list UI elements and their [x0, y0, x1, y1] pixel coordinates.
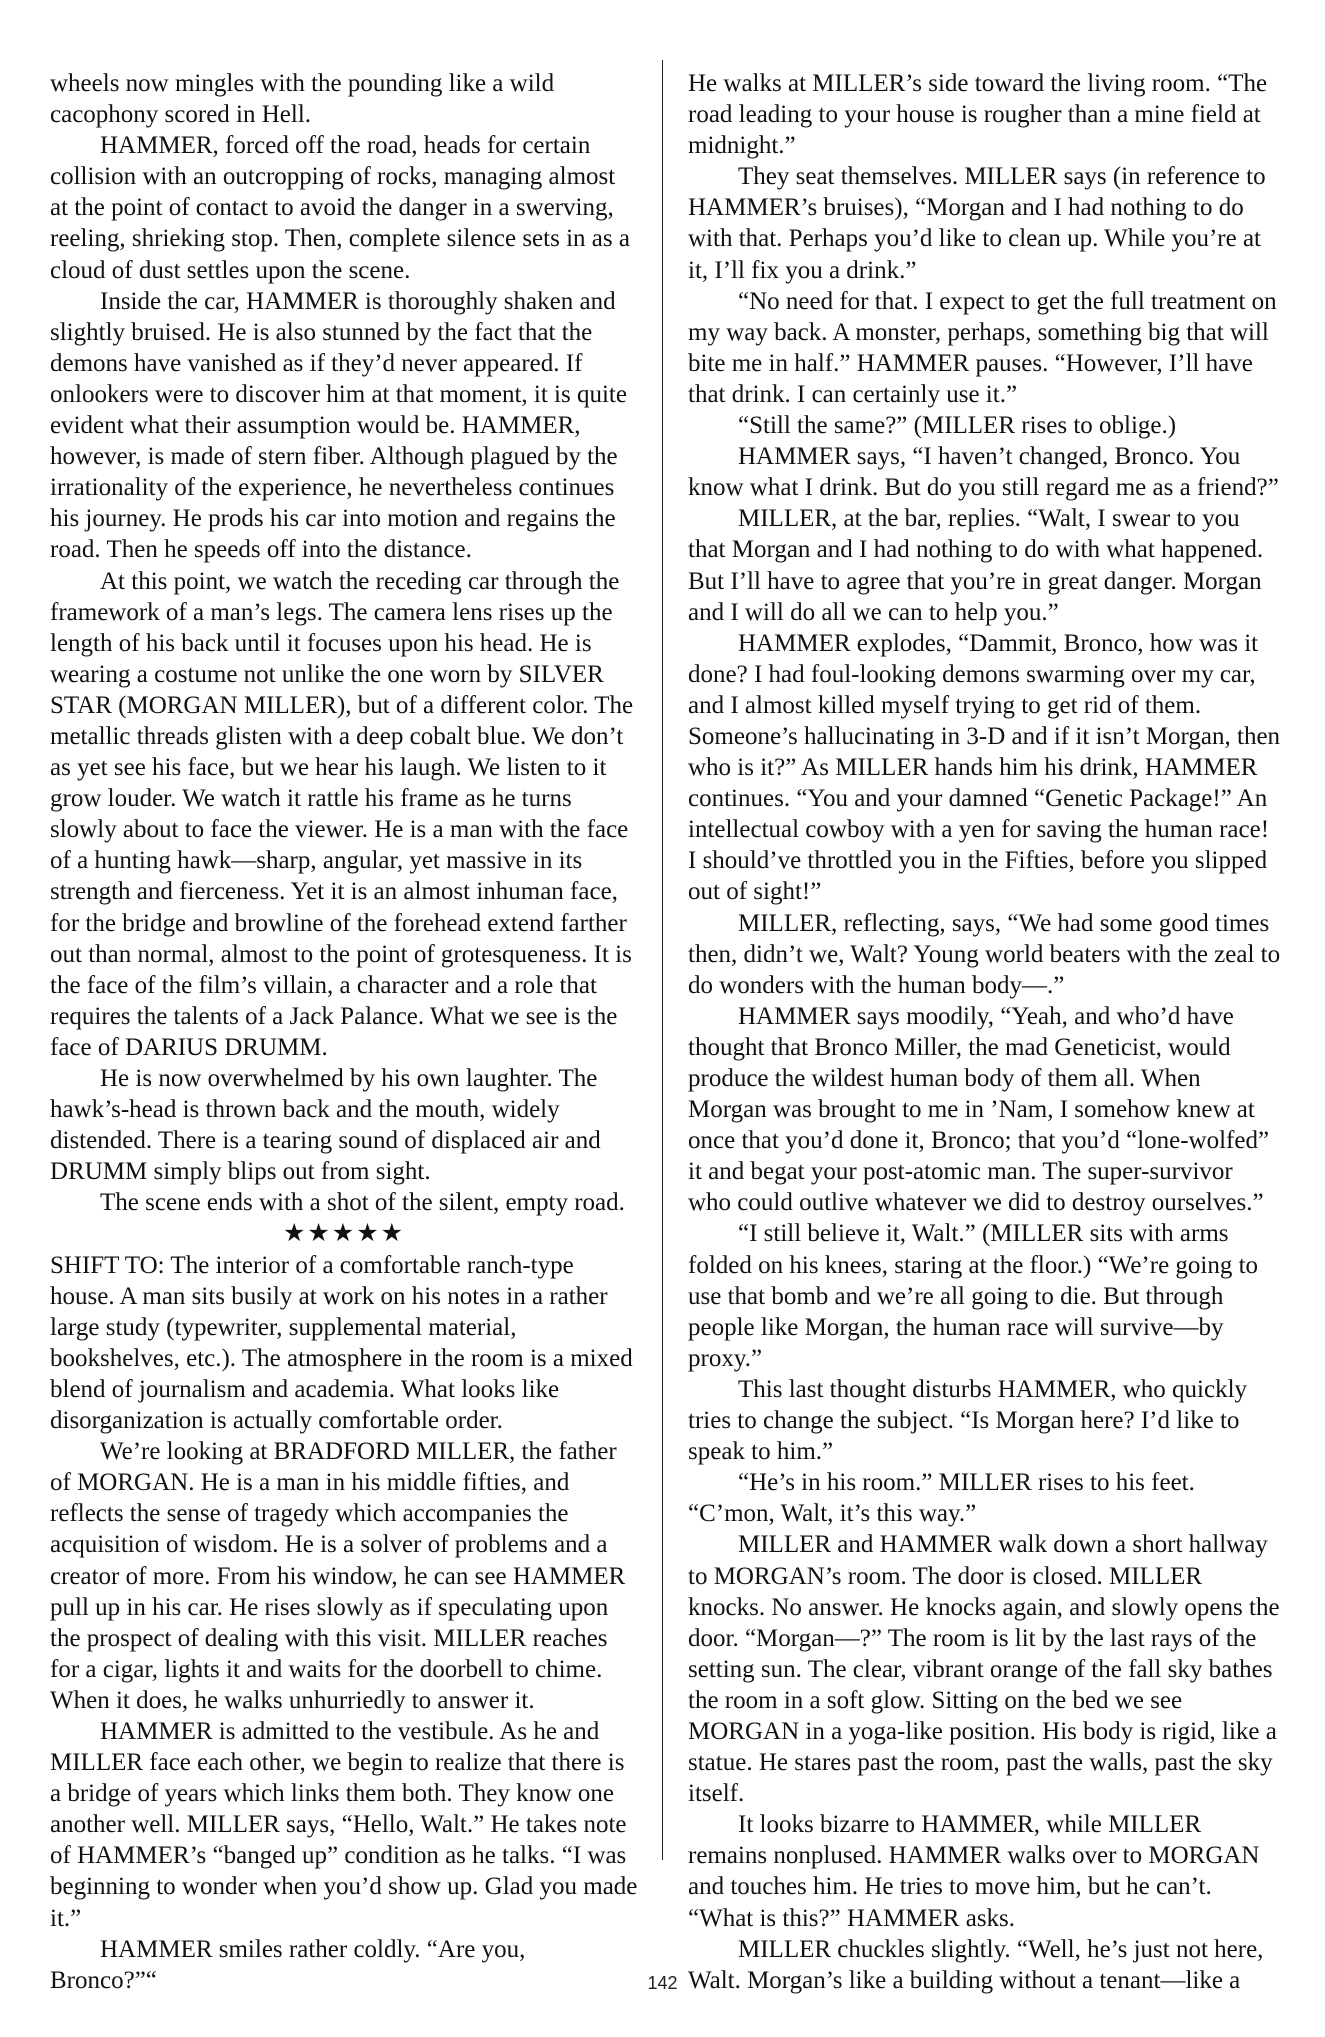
paragraph: Inside the car, HAMMER is thoroughly shaken and slightly bruised. He is also stunned by the fact that the demons have vanished as if they’d never appeared. If onlookers were to discover him at that moment, it is quite evident what their assumption would be. HAMMER, however, is made of stern fiber. Although plagued by the irrationality of the experience, he nevertheless continues his journey. He prods his car into motion and regains the road. Then he speeds off into the distance. [50, 287, 627, 564]
paragraph: “Still the same?” (MILLER rises to oblige.) [738, 412, 1177, 440]
paragraph: “No need for that. I expect to get the full treatment on my way back. A monster, perhaps, something big that will bite me in half.” HAMMER pauses. “However, I’ll have that drink. I can certainly use it.” [688, 287, 1277, 408]
paragraph: SHIFT TO: The interior of a comfortable ranch-type house. A man sits busily at work on his notes in a rather large study (typewriter, supplemental material, bookshelves, etc.). The atmosphere in the room is a mixed blend of journalism and academia. What looks like disorganization is actually comfortable order. [50, 1251, 633, 1435]
paragraph: HAMMER says, “I haven’t changed, Bronco. You know what I drink. But do you still regard me as a friend?” [688, 443, 1279, 502]
right-column [688, 68, 1282, 1996]
paragraph: HAMMER explodes, “Dammit, Bronco, how was it done? I had foul-looking demons swarming over my car, and I almost killed myself trying to get rid of them. Someone’s hallucinating in 3-D and if it isn’t Morgan, then who is it?” As MILLER hands him his drink, HAMMER continues. “You and your damned “Genetic Package!” An intellectual cowboy with a yen for saving the human race! I should’ve throttled you in the Fifties, before you slipped out of sight!” [688, 629, 1281, 906]
paragraph: We’re looking at BRADFORD MILLER, the father of MORGAN. He is a man in his middle fifties, and reflects the sense of tragedy which accompanies the acquisition of wisdom. He is a solver of problems and a creator of more. From his window, he can see HAMMER pull up in his car. He rises slowly as if speculating upon the prospect of dealing with this visit. MILLER reaches for a cigar, lights it and waits for the doorbell to chime. When it does, he walks unhurriedly to answer it. [50, 1438, 626, 1714]
paragraph: At this point, we watch the receding car through the framework of a man’s legs. The camera lens rises up the length of his back until it focuses upon his head. He is wearing a costume not unlike the one worn by SILVER STAR (MORGAN MILLER), but of a different color. The metallic threads glisten with a deep cobalt blue. We don’t as yet see his face, but we hear his laugh. We listen to it grow louder. We watch it rattle his frame as he turns slowly about to face the viewer. He is a man with the face of a hunting hawk—sharp, angular, yet massive in its strength and fierceness. Yet it is an almost inhuman face, for the bridge and browline of the forehead extend farther out than normal, almost to the point of grotesqueness. It is the face of the film’s villain, a character and a role that requires the talents of a Jack Palance. What we see is the face of DARIUS DRUMM. [50, 567, 634, 1061]
paragraph: “He’s in his room.” MILLER rises to his feet. “C’mon, Walt, it’s this way.” [688, 1469, 1195, 1528]
paragraph: HAMMER says moodily, “Yeah, and who’d have thought that Bronco Miller, the mad Geneticist, would produce the wildest human body of them all. When Morgan was brought to me in ’Nam, I somehow knew at once that you’d done it, Bronco; that you’d “lone-wolfed” it and begat your post-atomic man. The super-survivor who could outlive whatever we did to destroy ourselves.” [688, 1002, 1270, 1217]
paragraph: It looks bizarre to HAMMER, while MILLER remains nonplused. HAMMER walks over to MORGAN and touches him. He tries to move him, but he can’t. “What is this?” HAMMER asks. [688, 1811, 1260, 1932]
paragraph: HAMMER smiles rather coldly. “Are you, Bronco?”“ [50, 1935, 526, 1994]
paragraph: He walks at MILLER’s side toward the living room. “The road leading to your house is rougher than a mine field at midnight.” [688, 70, 1268, 160]
paragraph: wheels now mingles with the pounding like a wild cacophony scored in Hell. [50, 70, 555, 129]
paragraph: They seat themselves. MILLER says (in reference to HAMMER’s bruises), “Morgan and I had nothing to do with that. Perhaps you’d like to clean up. While you’re at it, I’ll fix you a drink.” [688, 163, 1266, 284]
paragraph: HAMMER, forced off the road, heads for certain collision with an outcropping of rocks, managing almost at the point of contact to avoid the danger in a swerving, reeling, shrieking stop. Then, complete silence sets in as a cloud of dust settles upon the scene. [50, 132, 630, 284]
paragraph: MILLER, reflecting, says, “We had some good times then, didn’t we, Walt? Young world beaters with the zeal to do wonders with the human body—.” [688, 909, 1281, 999]
paragraph: “I still believe it, Walt.” (MILLER sits with arms folded on his knees, staring at the floor.) “We’re going to use that bomb and we’re all going to die. But through people like Morgan, the human race will survive—by proxy.” [688, 1220, 1259, 1372]
section-break: ★★★★★ [282, 1220, 406, 1248]
paragraph: MILLER and HAMMER walk down a short hallway to MORGAN’s room. The door is closed. MILLER knocks. No answer. He knocks again, and slowly opens the door. “Morgan—?” The room is lit by the last rays of the setting sun. The clear, vibrant orange of the fall sky bathes the room in a soft glow. Sitting on the bed we see MORGAN in a yoga-like position. His body is rigid, like a statue. He stares past the room, past the walls, past the sky itself. [688, 1531, 1280, 1808]
paragraph: The scene ends with a shot of the silent, empty road. [100, 1189, 625, 1217]
paragraph: MILLER chuckles slightly. “Well, he’s just not here, Walt. Morgan’s like a building without a tenant—like a [688, 1935, 1264, 1994]
paragraph: MILLER, at the bar, replies. “Walt, I swear to you that Morgan and I had nothing to do with what happened. But I’ll have to agree that you’re in great danger. Morgan and I will do all we can to help you.” [688, 505, 1264, 626]
left-column [50, 68, 638, 1996]
paragraph: He is now overwhelmed by his own laughter. The hawk’s-head is thrown back and the mouth, widely distended. There is a tearing sound of displaced air and DRUMM simply blips out from sight. [50, 1065, 601, 1186]
page-number: 142 [647, 1973, 678, 1993]
paragraph: This last thought disturbs HAMMER, who quickly tries to change the subject. “Is Morgan here? I’d like to speak to him.” [688, 1375, 1248, 1466]
column-divider [662, 60, 663, 1860]
paragraph: HAMMER is admitted to the vestibule. As he and MILLER face each other, we begin to realize that there is a bridge of years which links them both. They know one another well. MILLER says, “Hello, Walt.” He takes note of HAMMER’s “banged up” condition as he talks. “I was beginning to wonder when you’d show up. Glad you made it.” [50, 1717, 638, 1932]
